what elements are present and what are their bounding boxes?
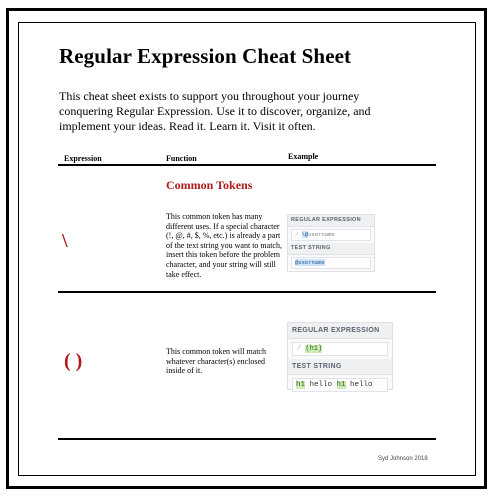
test-string-input[interactable] [291,257,371,269]
page-title: Regular Expression Cheat Sheet [59,44,352,68]
regex-header: REGULAR EXPRESSION [288,323,392,339]
row-divider [58,291,436,293]
regex-example-panel [287,214,375,272]
expression-backslash: \ [62,230,68,252]
test-string-header: TEST STRING [288,243,374,255]
regex-highlight: \@ [301,231,309,238]
expression-parentheses: ( ) [64,350,83,372]
regex-input[interactable]: / \@username [291,229,371,241]
bottom-divider [58,438,436,440]
section-title: Common Tokens [166,178,253,192]
match-highlight: @username [295,259,325,266]
author-footer: Syd Johnson 2018 [378,456,428,462]
regex-example-panel [287,322,393,390]
test-string-header: TEST STRING [288,359,392,375]
regex-highlight: (h1) [305,345,323,353]
match-highlight: h1 [296,381,306,389]
header-divider [58,164,436,166]
column-header-example: Example [288,152,319,161]
test-string-input[interactable]: h1 hello h1 hello [292,378,388,392]
match-highlight: h1 [336,381,346,389]
intro-paragraph: This cheat sheet exists to support you throughout your journey conquering Regular Expression. Use it to discover, organize, and implement your ideas. Read it. Learn it. Visit it often. [59,89,371,133]
regex-input[interactable]: / (h1) [292,342,388,356]
column-header-expression: Expression [64,154,102,163]
row-description: This common token will match whatever character(s) enclosed inside of it. [166,347,266,376]
column-header-function: Function [166,154,197,163]
regex-header: REGULAR EXPRESSION [288,215,374,227]
row-description: This common token has many different uses. If a special character (!, @, #, $, %, etc.) is already a part of the text string you want to match, insert this token before the problem character, and your string will still take effect. [166,212,282,279]
